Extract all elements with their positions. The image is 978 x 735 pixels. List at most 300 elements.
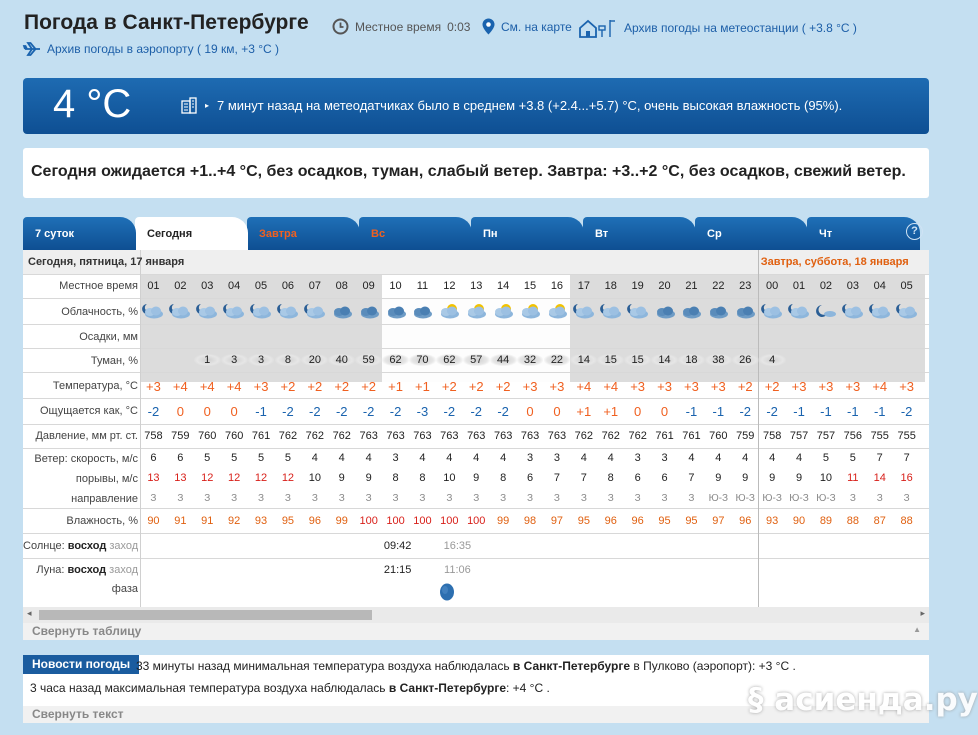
pressure-20: 761 — [682, 430, 701, 442]
pressure-13: 763 — [493, 430, 513, 442]
hour-18: 19 — [631, 280, 644, 292]
wind-6: 4 — [311, 452, 318, 464]
cloud-icon — [275, 301, 302, 324]
humidity-1: 91 — [174, 515, 187, 527]
clock-icon — [332, 18, 349, 35]
cloud-icon — [813, 301, 840, 324]
temp-28: +3 — [899, 379, 915, 394]
dir-27: З — [876, 493, 883, 504]
airport-archive-link[interactable] — [24, 42, 279, 56]
feels-19: 0 — [660, 404, 669, 419]
cloud-icon — [570, 301, 597, 324]
label-moon_prefix: Луна: — [36, 564, 68, 576]
scrollbar-thumb[interactable] — [39, 610, 372, 620]
news-line-2-text: 3 часа назад максимальная температура воздуха наблюдалась — [30, 681, 386, 695]
watermark-text: асиенда.ру — [774, 682, 978, 718]
fog-6: 20 — [301, 354, 328, 366]
wind-15: 3 — [553, 452, 560, 464]
temp-5: +2 — [280, 379, 296, 394]
building-icon — [181, 97, 197, 113]
gust-18: 6 — [634, 472, 641, 484]
cloud-icon — [732, 301, 759, 324]
wind-2: 5 — [204, 452, 211, 464]
tab-3[interactable]: Вс — [359, 217, 472, 250]
label-sun_set: заход — [109, 540, 139, 552]
feels-23: -2 — [766, 404, 778, 419]
current-temperature: 4 °C — [53, 82, 132, 126]
gust-7: 9 — [338, 472, 345, 484]
dir-23: Ю-З — [762, 493, 782, 504]
cloud-icon — [355, 301, 382, 324]
feels-20: -1 — [685, 404, 698, 419]
fog-19: 14 — [651, 354, 678, 366]
row-label-temp: Температура, °C — [52, 380, 138, 392]
humidity-24: 90 — [792, 515, 806, 527]
pressure-26: 756 — [843, 430, 863, 442]
fog-13: 44 — [490, 354, 517, 366]
cloud-icon — [409, 301, 436, 324]
cloud-icon — [705, 301, 732, 324]
hour-28: 05 — [900, 280, 913, 292]
pressure-7: 762 — [332, 430, 351, 442]
dir-12: З — [473, 493, 480, 504]
hour-11: 12 — [443, 280, 456, 292]
cloud-icon — [517, 301, 544, 324]
humidity-3: 92 — [228, 515, 241, 527]
gust-19: 6 — [661, 472, 668, 484]
feels-22: -2 — [739, 404, 752, 419]
airport-archive-text[interactable]: Архив погоды в аэропорту ( 19 км, +3 °C ) — [47, 42, 280, 56]
wind-23: 4 — [769, 452, 776, 464]
fog-9: 62 — [382, 354, 409, 366]
watermark-logo-icon: § — [748, 682, 764, 718]
humidity-9: 100 — [386, 515, 405, 527]
gust-25: 10 — [819, 472, 833, 484]
pressure-28: 755 — [897, 430, 916, 442]
dir-0: З — [150, 493, 157, 504]
dir-28: З — [903, 493, 910, 504]
tab-1[interactable]: Сегодня — [135, 217, 248, 251]
row-label-time: Местное время — [59, 280, 138, 292]
wind-8: 4 — [365, 452, 372, 464]
hour-26: 03 — [846, 280, 859, 292]
row-divider — [23, 558, 929, 559]
dir-7: З — [338, 493, 345, 504]
gust-16: 7 — [580, 472, 587, 484]
sunrise: 09:42 — [383, 540, 412, 552]
hour-12: 13 — [470, 280, 483, 292]
temp-6: +2 — [307, 379, 323, 394]
fog-16: 14 — [570, 354, 597, 366]
news-line-1-city: в Санкт-Петербурге — [512, 659, 631, 673]
wind-7: 4 — [338, 452, 345, 464]
station-archive-link[interactable] — [578, 18, 857, 38]
temp-8: +2 — [361, 379, 377, 394]
cloud-icon — [786, 301, 813, 324]
fog-11: 62 — [436, 354, 463, 366]
humidity-19: 95 — [658, 515, 671, 527]
dir-1: З — [177, 493, 184, 504]
wind-10: 4 — [419, 452, 426, 464]
temp-26: +3 — [845, 379, 861, 394]
wind-3: 5 — [231, 452, 238, 464]
dir-4: З — [258, 493, 265, 504]
plane-icon — [24, 42, 41, 56]
temp-22: +2 — [737, 379, 753, 394]
hour-2: 03 — [201, 280, 214, 292]
pressure-0: 758 — [144, 430, 163, 442]
pressure-15: 763 — [547, 430, 567, 442]
today-label: Сегодня, пятница, 17 января — [28, 256, 185, 268]
humidity-12: 100 — [467, 515, 486, 527]
page-header — [24, 8, 939, 64]
feels-1: 0 — [176, 404, 184, 419]
cloud-icon — [866, 301, 893, 324]
hour-19: 20 — [658, 280, 671, 292]
pressure-6: 762 — [305, 430, 325, 442]
row-label-pressure: Давление, мм рт. ст. — [35, 430, 138, 442]
humidity-28: 88 — [900, 515, 913, 527]
humidity-8: 100 — [359, 515, 378, 527]
humidity-15: 97 — [550, 515, 564, 527]
dir-11: З — [446, 493, 453, 504]
temp-2: +4 — [199, 379, 215, 394]
wind-5: 5 — [284, 452, 291, 464]
dir-20: З — [688, 493, 695, 504]
feels-12: -2 — [470, 404, 483, 419]
feels-6: -2 — [309, 404, 321, 419]
feels-18: 0 — [634, 404, 642, 419]
temp-23: +2 — [764, 379, 780, 394]
temp-9: +1 — [388, 379, 403, 394]
feels-5: -2 — [282, 404, 294, 419]
feels-13: -2 — [497, 404, 509, 419]
feels-9: -2 — [389, 404, 402, 419]
cloud-icon — [140, 301, 167, 324]
fog-23: 4 — [759, 354, 786, 366]
humidity-5: 95 — [281, 515, 295, 527]
map-pin-icon — [482, 18, 495, 35]
hour-15: 16 — [550, 280, 564, 292]
dir-5: З — [284, 493, 291, 504]
temp-19: +3 — [657, 379, 672, 394]
feels-15: 0 — [553, 404, 561, 419]
pressure-1: 759 — [171, 430, 190, 442]
humidity-21: 97 — [712, 515, 725, 527]
wind-4: 5 — [257, 452, 265, 464]
humidity-27: 87 — [873, 515, 886, 527]
cloud-icon — [382, 301, 409, 324]
moonrise: 21:15 — [383, 564, 412, 576]
news-line-1-detail: в Пулково (аэропорт): +3 °C . — [633, 659, 796, 673]
gust-6: 10 — [308, 472, 321, 484]
label-moon_set: заход — [109, 564, 138, 576]
arrow-icon: ▸ — [205, 100, 210, 110]
pressure-27: 755 — [870, 430, 889, 442]
wind-16: 4 — [580, 452, 587, 464]
feels-8: -2 — [362, 404, 375, 419]
row-label-cloud: Облачность, % — [61, 306, 138, 318]
humidity-14: 98 — [523, 515, 537, 527]
row-label-direction: направление — [71, 493, 138, 505]
wind-0: 6 — [150, 452, 157, 464]
humidity-4: 93 — [254, 515, 268, 527]
gust-21: 9 — [715, 472, 722, 484]
temp-0: +3 — [146, 379, 161, 394]
cloud-icon — [597, 301, 624, 324]
moonset: 11:06 — [444, 564, 471, 576]
tab-6[interactable]: Ср — [695, 217, 808, 250]
humidity-13: 99 — [497, 515, 510, 527]
current-weather-banner — [23, 78, 929, 134]
pressure-24: 757 — [789, 430, 809, 442]
news-line-1 — [136, 659, 796, 673]
dir-26: З — [849, 493, 856, 504]
map-link[interactable] — [482, 18, 572, 35]
pressure-10: 763 — [413, 430, 432, 442]
observation-text: 7 минут назад на метеодатчиках было в среднем +3.8 (+2.4...+5.7) °C, очень высокая влажность (95%). — [217, 97, 843, 113]
row-divider — [23, 274, 929, 275]
cloud-icon — [436, 301, 463, 324]
local-time-label: Местное время — [355, 19, 442, 34]
cloud-icon — [544, 301, 571, 324]
feels-3: 0 — [230, 404, 238, 419]
gust-17: 8 — [607, 472, 614, 484]
humidity-23: 93 — [766, 515, 779, 527]
collapse-table-label[interactable]: Свернуть таблицу — [32, 624, 142, 638]
tomorrow-label: Завтра, суббота, 18 января — [760, 256, 909, 268]
news-line-2-detail: : +4 °C . — [506, 681, 550, 695]
fog-10: 70 — [409, 354, 436, 366]
row-divider — [23, 398, 929, 399]
temp-7: +2 — [334, 379, 350, 394]
humidity-11: 100 — [440, 515, 459, 527]
fog-5: 8 — [275, 354, 302, 366]
news-line-1-text: 33 минуты назад минимальная температура воздуха наблюдалась — [136, 659, 510, 673]
dir-13: З — [500, 493, 507, 504]
news-line-2 — [30, 681, 550, 695]
cloud-icon — [248, 301, 275, 324]
row-label-wind_speed: Ветер: скорость, м/с — [34, 453, 138, 465]
feels-2: 0 — [203, 404, 211, 419]
temp-1: +4 — [172, 379, 188, 394]
pressure-3: 760 — [224, 430, 244, 442]
dir-6: З — [311, 493, 318, 504]
dir-17: З — [607, 493, 614, 504]
hour-20: 21 — [685, 280, 698, 292]
row-label-phase: фаза — [111, 583, 138, 595]
temp-21: +3 — [710, 379, 726, 394]
feels-0: -2 — [147, 404, 160, 419]
fog-15: 22 — [544, 354, 571, 366]
gust-12: 9 — [473, 472, 480, 484]
temp-14: +3 — [522, 379, 538, 394]
tab-5[interactable]: Вт — [583, 217, 696, 250]
hour-7: 08 — [335, 280, 348, 292]
gust-10: 8 — [419, 472, 426, 484]
pressure-22: 759 — [736, 430, 755, 442]
help-icon[interactable]: ? — [906, 223, 923, 240]
hour-24: 01 — [792, 280, 806, 292]
wind-9: 3 — [392, 452, 399, 464]
pressure-16: 762 — [574, 430, 594, 442]
map-link-text[interactable]: См. на карте — [501, 19, 572, 34]
feels-25: -1 — [820, 404, 832, 419]
row-label-moon — [23, 564, 138, 576]
hour-23: 00 — [766, 280, 779, 292]
hourly-forecast-table — [23, 250, 929, 607]
observation — [181, 97, 842, 113]
hour-27: 04 — [873, 280, 886, 292]
cloud-icon — [624, 301, 651, 324]
dir-10: З — [419, 493, 426, 504]
moon-phase-icon — [439, 583, 455, 601]
row-label-feels: Ощущается как, °C — [39, 405, 138, 417]
forecast-summary: Сегодня ожидается +1..+4 °C, без осадков, туман, слабый ветер. Завтра: +3..+2 °C, без осадков, свежий ветер. — [23, 148, 929, 198]
sunset: 16:35 — [443, 540, 472, 552]
hour-9: 10 — [389, 280, 402, 292]
wind-14: 3 — [526, 452, 534, 464]
watermark — [748, 682, 978, 718]
collapse-up-icon[interactable]: ▲ — [913, 625, 921, 634]
tab-0[interactable]: 7 суток — [23, 217, 136, 250]
row-divider — [23, 348, 929, 349]
temp-25: +3 — [818, 379, 834, 394]
tab-4[interactable]: Пн — [471, 217, 584, 250]
wind-1: 6 — [177, 452, 184, 464]
fog-22: 26 — [732, 354, 759, 366]
collapse-text-label[interactable]: Свернуть текст — [32, 707, 124, 721]
temp-27: +4 — [872, 379, 888, 394]
feels-16: +1 — [576, 404, 592, 419]
local-time-value: 0:03 — [447, 19, 471, 34]
humidity-7: 99 — [335, 515, 348, 527]
humidity-16: 95 — [577, 515, 590, 527]
news-header: Новости погоды — [23, 655, 139, 674]
fog-7: 40 — [328, 354, 355, 366]
scroll-right-icon[interactable]: ▸ — [920, 608, 925, 618]
page-title: Погода в Санкт-Петербурге — [24, 11, 309, 34]
cloud-icon — [893, 301, 920, 324]
feels-28: -2 — [900, 404, 913, 419]
gust-26: 11 — [847, 472, 859, 484]
day-tabs — [23, 214, 929, 250]
wind-19: 3 — [661, 452, 668, 464]
hour-4: 05 — [254, 280, 268, 292]
pressure-21: 760 — [709, 430, 728, 442]
cloud-icon — [463, 301, 490, 324]
wind-11: 4 — [446, 452, 453, 464]
gust-28: 16 — [900, 472, 913, 484]
horizontal-scrollbar[interactable] — [23, 607, 929, 623]
cloud-icon — [839, 301, 866, 324]
fog-20: 18 — [678, 354, 705, 366]
dir-14: З — [527, 493, 534, 504]
tab-7[interactable]: Чт — [807, 217, 920, 250]
news-line-2-city: в Санкт-Петербурге — [388, 681, 506, 695]
hour-25: 02 — [819, 280, 833, 292]
humidity-22: 96 — [739, 515, 752, 527]
wind-12: 4 — [473, 452, 480, 464]
gust-5: 12 — [281, 472, 295, 484]
cloud-icon — [678, 301, 705, 324]
fog-17: 15 — [597, 354, 624, 366]
pressure-19: 761 — [655, 430, 674, 442]
gust-4: 12 — [254, 472, 268, 484]
pressure-25: 757 — [816, 430, 836, 442]
dir-8: З — [365, 493, 372, 504]
fog-14: 32 — [517, 354, 544, 366]
temp-12: +2 — [468, 379, 484, 394]
hour-6: 07 — [308, 280, 321, 292]
cloud-icon — [301, 301, 328, 324]
row-divider — [23, 298, 929, 299]
hour-0: 01 — [147, 280, 160, 292]
row-divider — [23, 372, 929, 373]
temp-18: +3 — [630, 379, 646, 394]
station-archive-text[interactable]: Архив погоды на метеостанции ( +3.8 °C ) — [624, 21, 857, 35]
humidity-20: 95 — [685, 515, 698, 527]
dir-3: З — [231, 493, 238, 504]
wind-21: 4 — [715, 452, 722, 464]
hour-17: 18 — [604, 280, 617, 292]
feels-14: 0 — [526, 404, 534, 419]
pressure-14: 763 — [520, 430, 540, 442]
row-divider — [23, 508, 929, 509]
fog-21: 38 — [705, 354, 732, 366]
cloud-icon — [651, 301, 678, 324]
row-divider — [23, 448, 929, 449]
fog-4: 3 — [248, 354, 275, 366]
cloud-icon — [194, 301, 221, 324]
row-divider — [23, 324, 929, 325]
humidity-10: 100 — [413, 515, 432, 527]
dir-18: З — [634, 493, 641, 504]
wind-25: 5 — [822, 452, 829, 464]
humidity-26: 88 — [846, 515, 859, 527]
pressure-8: 763 — [359, 430, 378, 442]
wind-22: 4 — [742, 452, 749, 464]
feels-26: -1 — [847, 404, 859, 419]
temp-11: +2 — [441, 379, 457, 394]
hour-8: 09 — [362, 280, 375, 292]
dir-16: З — [580, 493, 587, 504]
hour-22: 23 — [739, 280, 752, 292]
hour-21: 22 — [712, 280, 725, 292]
cloud-icon — [759, 301, 786, 324]
gust-11: 10 — [443, 472, 456, 484]
row-label-precip: Осадки, мм — [79, 331, 138, 343]
tab-2[interactable]: Завтра — [247, 217, 360, 250]
humidity-18: 96 — [631, 515, 644, 527]
hour-13: 14 — [497, 280, 510, 292]
row-label-sun — [23, 540, 138, 552]
cloud-icon — [328, 301, 355, 324]
collapse-table-button[interactable] — [23, 623, 929, 640]
wind-20: 4 — [688, 452, 695, 464]
label-moon_rise: восход — [67, 564, 110, 576]
scroll-left-icon[interactable]: ◂ — [27, 608, 32, 618]
gust-2: 12 — [201, 472, 214, 484]
feels-11: -2 — [443, 404, 456, 419]
pressure-4: 761 — [251, 430, 271, 442]
gust-13: 8 — [500, 472, 507, 484]
wind-17: 4 — [607, 452, 614, 464]
humidity-2: 91 — [201, 515, 214, 527]
wind-18: 3 — [634, 452, 641, 464]
local-time — [332, 18, 470, 35]
row-label-fog: Туман, % — [90, 355, 138, 367]
